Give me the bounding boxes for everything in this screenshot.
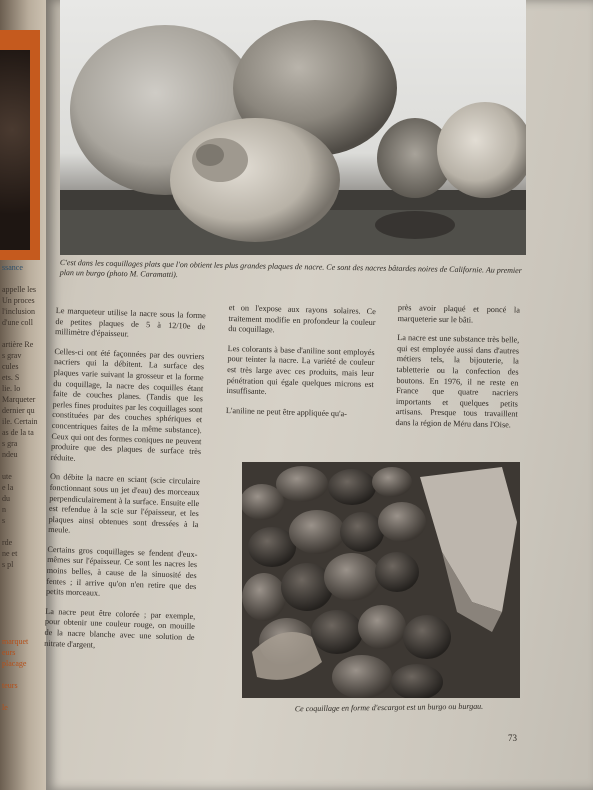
col1-paragraph: Certains gros coquillages se fendent d'eux-mêmes sur l'épaisseur. Ce sont les nacres les moins belles, à cause de la sinuosité des fentes ; il arrive qu'on n'en retire que des petits morceaux.: [45, 544, 198, 598]
shells-photo: [60, 0, 526, 255]
left-page-fragment: as de la ta: [2, 428, 34, 437]
col2-paragraph: et on l'expose aux rayons solaires. Ce traitement modifie en profondeur la couleur du coquillage.: [228, 303, 376, 335]
left-page-fragment: du: [2, 494, 10, 503]
col2-paragraph: L'aniline ne peut être appliquée qu'a-: [225, 405, 348, 419]
text-column-1: [44, 306, 206, 663]
left-page-fragment: artière Re: [2, 340, 34, 349]
left-page-fragment: placage: [2, 659, 27, 668]
left-page-fragment: eurs: [2, 648, 16, 657]
col1-paragraph: Le marqueteur utilise la nacre sous la forme de petites plaques de 5 à 12/10e de millimètre d'épaisseur.: [54, 306, 206, 339]
left-page-fragment: ne et: [2, 549, 18, 558]
left-page-fragment: marquet: [2, 637, 29, 646]
text-column-2: [226, 303, 376, 429]
left-page-fragment: appelle les: [2, 285, 36, 294]
page-number: 73: [508, 733, 517, 743]
col3-paragraph: La nacre est une substance très belle, qui est employée aussi dans d'autres métiers tels, la bijouterie, la tabletterie ou la confection des boutons. En 1976, il ne reste en France que quatre nacriers importants et quelques petits artisans. Presque tous travaillent dans la région de Méru dans l'Oise.: [395, 333, 520, 430]
book-page: [46, 0, 593, 790]
left-page-photo: [0, 30, 40, 260]
adjacent-left-page: [0, 0, 48, 790]
left-page-fragment: le: [2, 703, 8, 712]
left-page-fragment: s pl: [2, 560, 14, 569]
left-page-fragment: rde: [2, 538, 13, 547]
left-page-fragment: ndeu: [2, 450, 18, 459]
nacre-shells-illustration: [60, 0, 526, 255]
col1-paragraph: Celles-ci ont été façonnées par des ouvriers nacriers qui la débitent. La surface des plaques varie suivant la grosseur et la forme du coquillage, la nacre des coquilles étant faite de couches planes. (Tandis que les perles fines produites par les coquillages sont constituées par des couches sphériques et concentriques faites de la même substance). Ceux qui ont des formes coniques ne peuvent produire que des plaques de surface très réduite.: [50, 346, 205, 463]
left-page-fragment: n: [2, 505, 6, 514]
left-page-fragment: ute: [2, 472, 12, 481]
left-page-fragment: s grav: [2, 351, 22, 360]
left-page-fragment: Marqueter: [2, 395, 36, 404]
left-page-fragment: lie. lo: [2, 384, 21, 393]
burgo-shells-illustration: [242, 462, 520, 698]
col3-paragraph: près avoir plaqué et poncé la marqueterie sur le bâti.: [397, 303, 520, 325]
text-column-3: [395, 303, 520, 440]
left-page-fragment: l'inclusion: [2, 307, 35, 316]
left-page-fragment: teurs: [2, 681, 18, 690]
col1-paragraph: On débite la nacre en sciant (scie circulaire fonctionnant sous un jet d'eau) des morceaux perpendiculairement à la surface. Ensuite elle est refendue à la scie sur l'épaisseur, et les plaques ainsi obtenues sont dressées à la meule.: [48, 472, 201, 535]
left-page-fragment: e la: [2, 483, 14, 492]
bottom-photo-caption: Ce coquillage en forme d'escargot est un burgo ou burgau.: [294, 701, 484, 714]
left-page-fragment: ets. S: [2, 373, 20, 382]
col1-paragraph: La nacre peut être colorée ; par exemple, pour obtenir une couleur rouge, on mouille de la nacre blanche avec une solution de nitrate d'argent,: [44, 606, 196, 650]
round-shell-right: [437, 102, 526, 198]
left-page-fragment: Un proces: [2, 296, 35, 305]
left-page-fragment: cules: [2, 362, 19, 371]
col2-paragraph: Les colorants à base d'aniline sont employés pour teinter la nacre. La variété de couleur est très large avec ces produits, mais leur pénétration qui égale quelques microns est insuffisante.: [226, 343, 375, 397]
burgo-shell: [170, 118, 340, 242]
top-photo-caption: C'est dans les coquillages plats que l'on obtient les plus grandes plaques de nacre. Ce sont des nacres bâtardes noires de Californie. Au premier plan un burgo (photo M. Caramatti).: [59, 258, 522, 280]
burgo-photo: [242, 462, 520, 698]
left-page-fragment: dernier qu: [2, 406, 35, 415]
left-page-fragment: s gra: [2, 439, 18, 448]
left-page-fragment: ssance: [2, 263, 23, 272]
left-page-fragment: ile. Certain: [2, 417, 38, 426]
left-page-photo-dark-area: [0, 50, 30, 250]
left-page-fragment: d'une coll: [2, 318, 33, 327]
left-page-fragment: s: [2, 516, 6, 525]
